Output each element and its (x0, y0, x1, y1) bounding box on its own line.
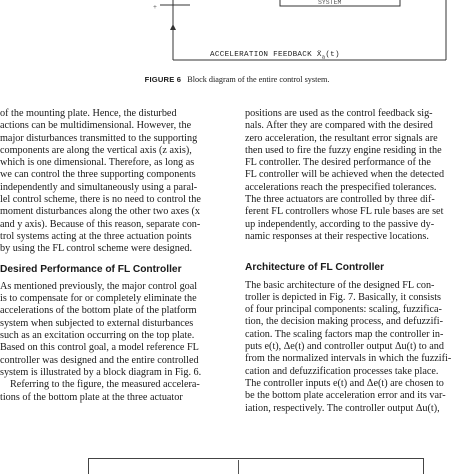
text-line: of the mounting plate. Hence, the disturbed (0, 108, 177, 119)
text-line: positions are used as the control feedback sig- (245, 108, 433, 119)
text-line: cation and defuzzification processes take place. (245, 365, 439, 377)
text-line: moment disturbances along the other two axes (x (0, 206, 201, 218)
paragraph (0, 379, 228, 404)
paragraph (245, 108, 474, 243)
text-line: ferent FL controllers whose FL rule bases are set (245, 206, 444, 218)
text-line: independently and simultaneously using a paral- (0, 181, 198, 193)
next-figure-divider (238, 460, 239, 474)
text-line: tions of the bottom plate at the three actuator (0, 391, 183, 403)
figure-number: FIGURE 6 (144, 75, 182, 84)
text-line: controller was designed and the entire controlled (0, 354, 199, 366)
text-line: FL controller will be achieved when the detected (245, 169, 445, 181)
text-line: accelerations reach the prespecified tolerances. (245, 181, 437, 193)
section-heading: Desired Performance of FL Controller (0, 263, 182, 275)
text-line: of four principal components: scaling, fuzzifica- (245, 304, 442, 316)
text-line: from the normalized intervals in which the fuzzifi- (245, 353, 452, 365)
text-line: As mentioned previously, the major control goal (0, 280, 198, 292)
spacer (0, 256, 228, 264)
text-line: is to compensate for or completely eliminate the (0, 293, 197, 305)
section-heading: Architecture of FL Controller (245, 262, 385, 274)
left-column (0, 108, 228, 404)
text-line: tion, the decision making process, and defuzzifi- (245, 316, 444, 328)
text-line: major disturbances transmitted to the supporting (0, 132, 198, 144)
text-line: The basic architecture of the designed FL con- (245, 279, 435, 291)
text-line: FL controller. The desired performance of the (245, 157, 431, 169)
plus-sign: + (153, 3, 157, 11)
text-line: such as an excitation occurring on the top plate. (0, 330, 195, 342)
text-line: which is one dimensional. Therefore, as long as (0, 157, 195, 169)
text-line: components are along the vertical axis (z axis), (0, 144, 192, 156)
figure-caption (0, 75, 474, 84)
text-line: nals. After they are compared with the desired (245, 120, 433, 132)
text-line: troller is depicted in Fig. 7. Basically, it consists (245, 291, 441, 303)
text-line: and y axis). Because of this reason, separate con- (0, 218, 201, 230)
text-line: cation. The scaling factors map the controller in- (245, 328, 444, 340)
text-line: accelerations of the bottom plate of the platform (0, 305, 197, 317)
system-block-label: SYSTEM (318, 0, 342, 6)
text-line: then used to fire the fuzzy engine residing in the (245, 144, 442, 156)
text-line: The three actuators are controlled by three dif- (245, 194, 435, 206)
next-figure-frame (88, 458, 424, 474)
spacer (245, 243, 474, 262)
text-line: iation, respectively. The controller output Δu(t), (245, 402, 440, 414)
text-line: puts e(t), Δe(t) and controller output Δu(t) to and (245, 341, 444, 353)
text-line: up independently, according to the passive dy- (245, 218, 435, 230)
text-line: be the bottom plate acceleration error and its var- (245, 390, 446, 402)
paragraph (0, 108, 228, 256)
text-line: trol systems acting at the three actuation points (0, 230, 192, 242)
text-line: system when subjected to external disturbances (0, 317, 194, 329)
feedback-arrow-icon (170, 24, 176, 30)
acceleration-feedback-label: ACCELERATION FEEDBACK Ẍ$_a$(t) (210, 51, 340, 61)
text-line: system is illustrated by a block diagram in Fig. 6. (0, 366, 202, 378)
text-line: we can control the three supporting components (0, 169, 196, 181)
text-line: Based on this control goal, a model reference FL (0, 342, 199, 354)
text-line: Referring to the figure, the measured accelera- (10, 379, 200, 391)
text-line: by using the FL control scheme were designed. (0, 243, 193, 255)
text-line: zero acceleration, the resultant error signals are (245, 132, 438, 144)
right-column (245, 108, 474, 415)
paragraph (0, 281, 228, 379)
text-line: lel control scheme, there is no need to control the (0, 194, 201, 206)
paragraph (245, 280, 474, 415)
block-diagram-fragment (0, 0, 474, 70)
figure-caption-text: Block diagram of the entire control system. (187, 75, 330, 84)
text-line: The controller inputs e(t) and Δe(t) are chosen to (245, 377, 444, 389)
text-line: actions can be multidimensional. However, the (0, 120, 192, 132)
text-line: namic responses at their respective locations. (245, 230, 429, 242)
